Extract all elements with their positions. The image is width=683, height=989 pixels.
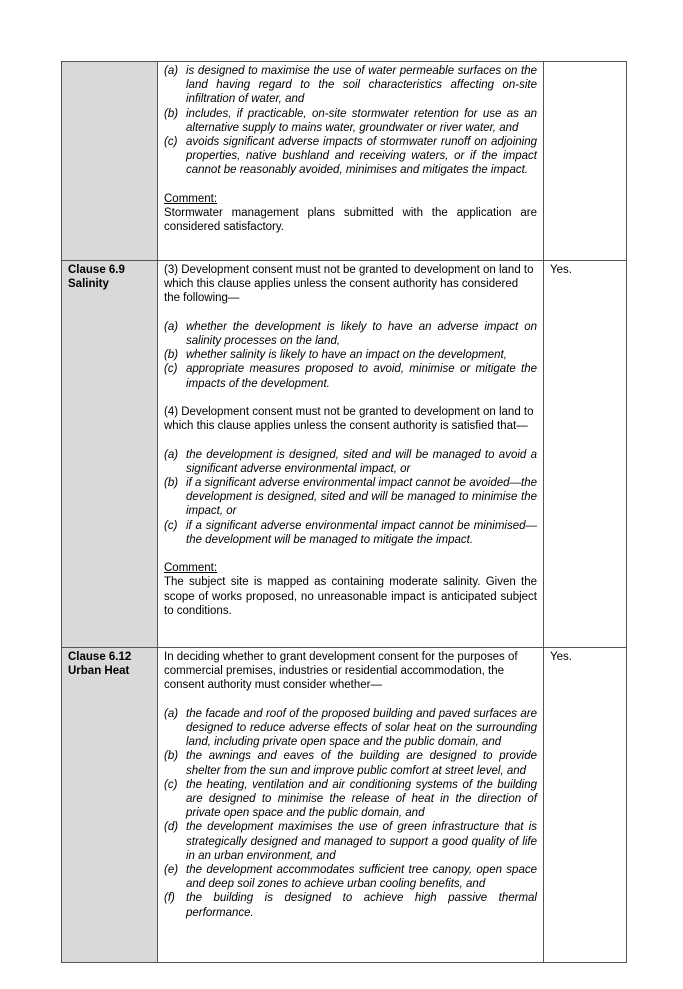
list-item: (c) if a significant adverse environmental impact cannot be minimised—the development will be managed to mitigate the impact.: [164, 519, 537, 546]
list-item: (b) includes, if practicable, on-site stormwater retention for use as an alternative supply to mains water, groundwater or river water, and: [164, 107, 537, 134]
requirement-list: [164, 320, 537, 391]
comment-text: The subject site is mapped as containing moderate salinity. Given the scope of works proposed, no unreasonable impact is anticipated subject to conditions.: [164, 576, 537, 617]
list-item: (a) is designed to maximise the use of water permeable surfaces on the land having regard to the soil characteristics affecting on-site infiltration of water, and: [164, 65, 537, 106]
requirement-cell: [158, 62, 544, 261]
clause-number: Clause 6.12: [68, 651, 132, 663]
list-item: (f) the building is designed to achieve high passive thermal performance.: [164, 892, 537, 919]
list-item: (a) the development is designed, sited and will be managed to avoid a significant adverse environmental impact, or: [164, 448, 537, 475]
list-item: (e) the development accommodates sufficient tree canopy, open space and deep soil zones to achieve urban cooling benefits, and: [164, 864, 537, 891]
clause-cell: [62, 648, 158, 963]
clause-cell: [62, 62, 158, 261]
list-item: (c) appropriate measures proposed to avoid, minimise or mitigate the impacts of the development.: [164, 363, 537, 390]
list-item: (c) avoids significant adverse impacts of stormwater runoff on adjoining properties, native bushland and receiving waters, or if the impact cannot be reasonably avoided, minimises and mitigates the impact.: [164, 136, 537, 177]
compliance-cell: Yes.: [544, 648, 627, 963]
subclause-intro: (3) Development consent must not be granted to development on land to which this clause applies unless the consent authority has considered the following—: [164, 264, 534, 305]
subclause-intro: (4) Development consent must not be granted to development on land to which this clause applies unless the consent authority is satisfied that—: [164, 406, 534, 433]
clause-cell: [62, 261, 158, 648]
requirement-list: [164, 448, 537, 547]
list-item: (b) if a significant adverse environmental impact cannot be avoided—the development is designed, sited and will be managed to minimise the impact, or: [164, 477, 537, 518]
clause-title: Urban Heat: [68, 665, 130, 678]
comment-heading: Comment:: [164, 192, 218, 205]
list-item: (c) the heating, ventilation and air conditioning systems of the building are designed to minimise the release of heat in the direction of private open space and the public domain, and: [164, 778, 537, 820]
list-item: (b) the awnings and eaves of the building are designed to provide shelter from the sun and improve public comfort at street level, and: [164, 750, 537, 777]
table-row-urban-heat: [62, 648, 627, 963]
list-item: (b) whether salinity is likely to have an impact on the development,: [164, 349, 507, 362]
assessment-table: [61, 61, 627, 963]
requirement-cell: [158, 648, 544, 963]
requirement-cell: [158, 261, 544, 648]
subclause-intro: In deciding whether to grant development consent for the purposes of commercial premises, industries or residential accommodation, the consent authority must consider whether—: [164, 651, 518, 692]
requirement-list: [164, 64, 537, 178]
table-row-stormwater: [62, 62, 627, 261]
clause-number: Clause 6.9: [68, 264, 125, 276]
comment-text: Stormwater management plans submitted with the application are considered satisfactory.: [164, 207, 537, 234]
list-item: (d) the development maximises the use of green infrastructure that is strategically designed and managed to support a good quality of life in an urban environment, and: [164, 821, 537, 862]
table-row-salinity: [62, 261, 627, 648]
compliance-cell: Yes.: [544, 261, 627, 648]
requirement-list: [164, 707, 537, 920]
clause-title: Salinity: [68, 278, 109, 291]
list-item: (a) the facade and roof of the proposed building and paved surfaces are designed to reduce adverse effects of solar heat on the surrounding land, including private open space and the public domain, and: [164, 707, 537, 749]
compliance-cell: [544, 62, 627, 261]
comment-heading: Comment:: [164, 562, 218, 575]
list-item: (a) whether the development is likely to have an adverse impact on salinity processes on the land,: [164, 320, 537, 347]
